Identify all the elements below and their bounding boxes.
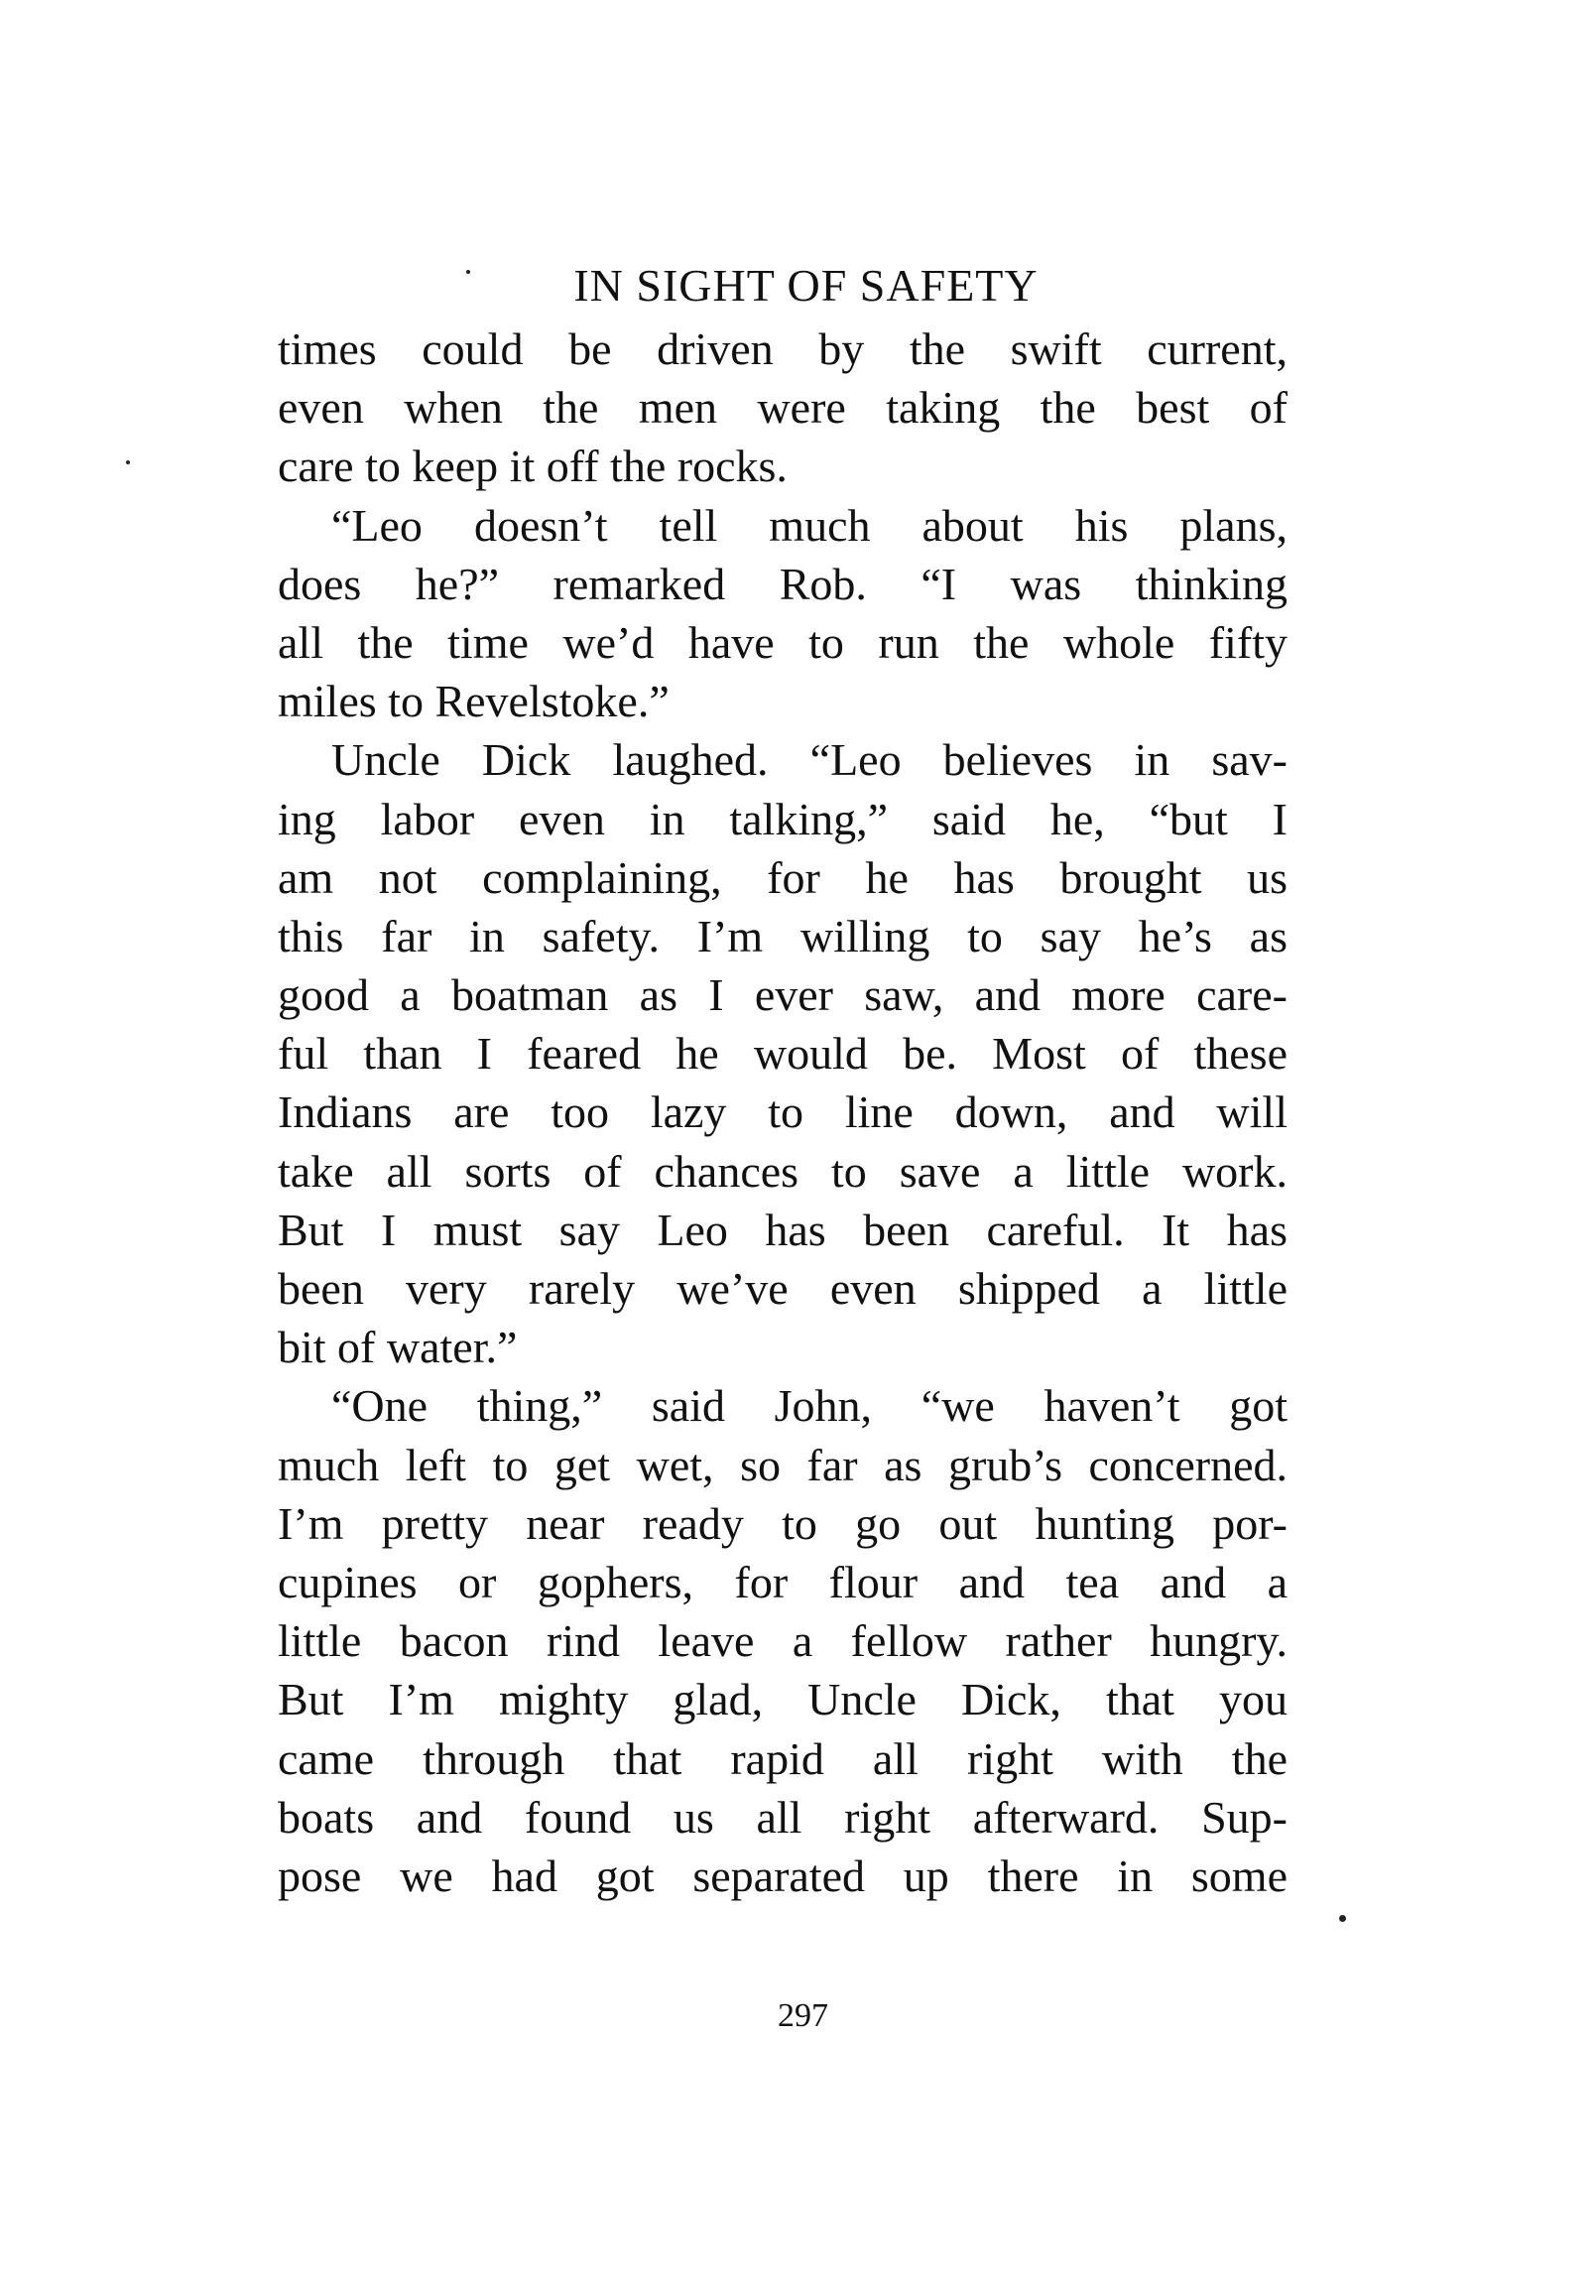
ink-speck <box>1339 1915 1346 1922</box>
text-line: ful than I feared he would be. Most of these <box>278 1028 1288 1080</box>
body-text <box>278 319 1288 1905</box>
text-line: take all sorts of chances to save a little work. <box>278 1145 1288 1197</box>
text-line: does he?” remarked Rob. “I was thinking <box>278 558 1288 609</box>
text-line: miles to Revelstoke.” <box>278 676 670 727</box>
text-line: pose we had got separated up there in some <box>278 1850 1288 1901</box>
text-line: cupines or gophers, for flour and tea and a <box>278 1556 1288 1607</box>
text-line: I’m pretty near ready to go out hunting por- <box>278 1497 1288 1549</box>
running-head: IN SIGHT OF SAFETY <box>573 260 1039 311</box>
text-line: boats and found us all right afterward. Sup- <box>278 1791 1288 1843</box>
page-number: 297 <box>778 1997 828 2034</box>
text-line: little bacon rind leave a fellow rather hungry. <box>278 1615 1288 1667</box>
text-line: care to keep it off the rocks. <box>278 441 788 492</box>
text-line: all the time we’d have to run the whole fifty <box>278 616 1288 668</box>
text-line: bit of water.” <box>278 1322 518 1373</box>
ink-speck <box>126 460 130 464</box>
text-line: “Leo doesn’t tell much about his plans, <box>331 499 1288 551</box>
text-line: times could be driven by the swift current, <box>278 323 1288 374</box>
text-line: this far in safety. I’m willing to say he’s as <box>278 910 1288 961</box>
text-line: been very rarely we’ve even shipped a little <box>278 1263 1288 1314</box>
text-line: Uncle Dick laughed. “Leo believes in sav- <box>331 734 1288 786</box>
text-line: “One thing,” said John, “we haven’t got <box>331 1380 1288 1432</box>
text-line: came through that rapid all right with the <box>278 1732 1288 1784</box>
text-line: much left to get wet, so far as grub’s concerned. <box>278 1439 1288 1490</box>
text-line: even when the men were taking the best of <box>278 382 1288 434</box>
text-line: But I’m mighty glad, Uncle Dick, that you <box>278 1674 1288 1725</box>
text-line: ing labor even in talking,” said he, “but I <box>278 793 1288 844</box>
text-line: am not complaining, for he has brought us <box>278 851 1288 903</box>
ink-speck <box>466 270 470 274</box>
text-line: But I must say Leo has been careful. It has <box>278 1204 1288 1255</box>
text-line: good a boatman as I ever saw, and more care- <box>278 969 1288 1021</box>
text-line: Indians are too lazy to line down, and will <box>278 1086 1288 1138</box>
